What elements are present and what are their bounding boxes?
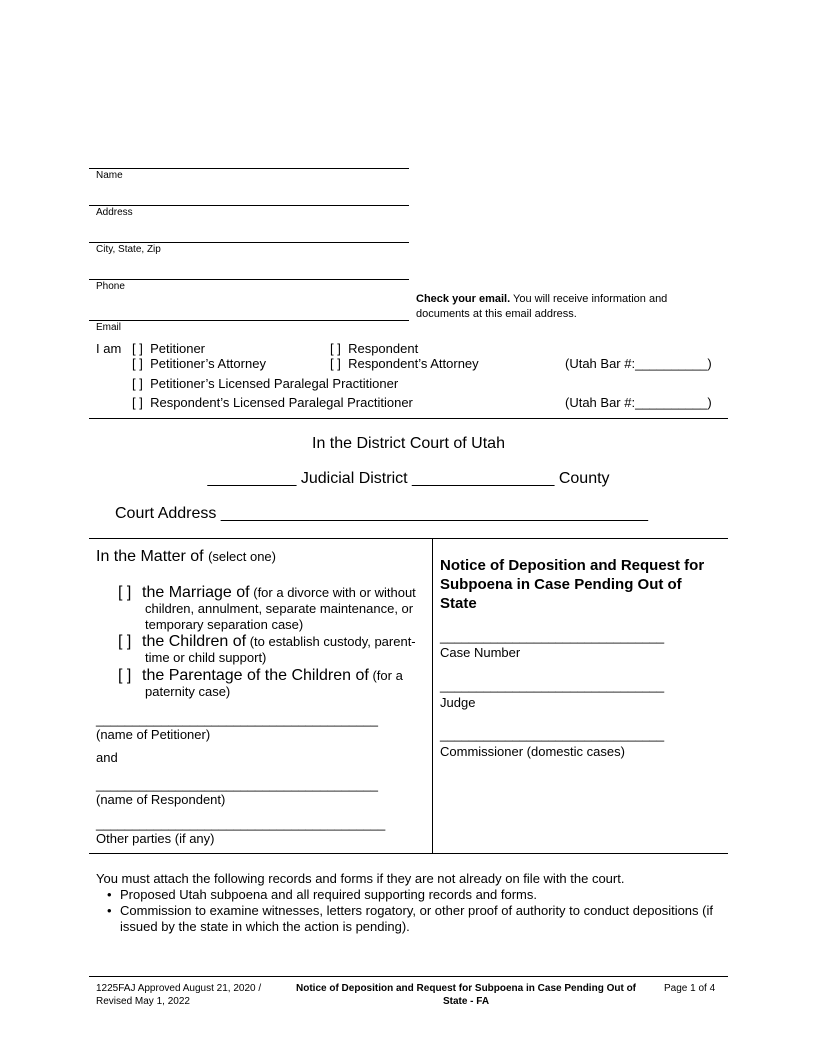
district-county-line[interactable]: __________ Judicial District ________________ County xyxy=(207,470,610,487)
checkbox-petitioner[interactable] xyxy=(132,341,205,357)
commissioner-line[interactable]: _______________________________ xyxy=(440,727,665,742)
marriage-label: the Marriage of xyxy=(142,584,250,601)
utah-bar-number-2[interactable]: (Utah Bar #:__________) xyxy=(565,395,712,410)
other-parties-label: Other parties (if any) xyxy=(96,831,215,846)
parentage-label: the Parentage of the Children of xyxy=(142,667,369,684)
city-state-zip-line[interactable] xyxy=(89,242,409,243)
respondent-label: Respondent xyxy=(348,341,419,356)
phone-label: Phone xyxy=(96,281,125,292)
attachments-list xyxy=(96,887,726,935)
checkbox-box[interactable]: [ ] xyxy=(132,341,143,356)
footer-form-id: 1225FAJ Approved August 21, 2020 / Revised May 1, 2022 xyxy=(96,983,262,1007)
phone-line[interactable] xyxy=(89,279,409,280)
checkbox-box[interactable]: [ ] xyxy=(330,341,341,356)
email-notice-text: You will receive information and documents at this email address. xyxy=(416,293,668,320)
caption-vertical-divider xyxy=(432,538,433,854)
iam-label: I am xyxy=(96,341,122,356)
case-number-line[interactable]: _______________________________ xyxy=(440,629,665,644)
divider xyxy=(89,418,728,419)
judge-line[interactable]: _______________________________ xyxy=(440,678,665,693)
caption-bottom-border xyxy=(89,853,728,854)
checkbox-petitioner-attorney[interactable] xyxy=(132,356,266,372)
name-line[interactable] xyxy=(89,168,409,169)
other-parties-line[interactable]: ________________________________________ xyxy=(96,816,386,831)
court-address-line[interactable]: ________________________________________________ xyxy=(220,505,648,522)
address-line[interactable] xyxy=(89,205,409,206)
petitioner-name-label: (name of Petitioner) xyxy=(96,727,211,742)
marriage-note-a: (for a divorce with or without xyxy=(253,585,416,600)
email-notice xyxy=(416,292,716,322)
matter-heading xyxy=(96,548,276,566)
list-item: • Commission to examine witnesses, letters rogatory, or other proof of authority to conduct depositions (if issued by the state in which the action is pending). xyxy=(96,903,726,935)
respondent-name-label: (name of Respondent) xyxy=(96,792,226,807)
matter-heading-note: (select one) xyxy=(208,549,276,564)
petitioner-name-line[interactable]: _______________________________________ xyxy=(96,712,378,727)
petitioner-label: Petitioner xyxy=(150,341,205,356)
children-label: the Children of xyxy=(142,633,247,650)
respondent-name-line[interactable]: _______________________________________ xyxy=(96,777,378,792)
email-line[interactable] xyxy=(89,320,409,321)
checkbox-respondent-paralegal[interactable] xyxy=(132,395,413,411)
and-label: and xyxy=(96,750,118,765)
petitioner-attorney-label: Petitioner’s Attorney xyxy=(150,356,266,371)
email-label: Email xyxy=(96,322,122,333)
court-address xyxy=(115,505,648,523)
checkbox-respondent[interactable] xyxy=(330,341,418,357)
matter-option-parentage[interactable] xyxy=(118,668,423,700)
matter-option-marriage[interactable] xyxy=(118,585,423,633)
respondent-attorney-label: Respondent’s Attorney xyxy=(348,356,479,371)
checkbox-box[interactable]: [ ] xyxy=(118,633,132,650)
case-number-label: Case Number xyxy=(440,645,521,660)
commissioner-label: Commissioner (domestic cases) xyxy=(440,744,625,759)
marriage-note-b: children, annulment, separate maintenance, or temporary separation case) xyxy=(145,601,414,632)
checkbox-respondent-attorney[interactable] xyxy=(330,356,479,372)
checkbox-box[interactable]: [ ] xyxy=(118,584,132,601)
checkbox-box[interactable]: [ ] xyxy=(132,356,143,371)
footer-page-number: Page 1 of 4 xyxy=(664,983,716,994)
city-state-zip-label: City, State, Zip xyxy=(96,244,161,255)
matter-option-children[interactable] xyxy=(118,634,423,666)
respondent-paralegal-label: Respondent’s Licensed Paralegal Practitioner xyxy=(150,395,413,410)
attachments-intro: You must attach the following records and forms if they are not already on file with the court. xyxy=(96,871,625,886)
checkbox-box[interactable]: [ ] xyxy=(132,376,143,391)
checkbox-petitioner-paralegal[interactable] xyxy=(132,376,398,392)
parentage-note-a: (for a xyxy=(372,668,403,683)
address-label: Address xyxy=(96,207,133,218)
document-title: Notice of Deposition and Request for Subpoena in Case Pending Out of State xyxy=(440,557,705,612)
court-address-label: Court Address xyxy=(115,505,217,522)
footer-title: Notice of Deposition and Request for Subpoena in Case Pending Out of State - FA xyxy=(296,983,637,1007)
checkbox-box[interactable]: [ ] xyxy=(330,356,341,371)
footer-divider xyxy=(89,976,728,977)
petitioner-paralegal-label: Petitioner’s Licensed Paralegal Practitioner xyxy=(150,376,399,391)
checkbox-box[interactable]: [ ] xyxy=(118,667,132,684)
parentage-note-b: paternity case) xyxy=(145,684,231,699)
name-label: Name xyxy=(96,170,123,181)
list-item: • Proposed Utah subpoena and all required supporting records and forms. xyxy=(96,887,726,903)
children-note-a: (to establish custody, parent- xyxy=(249,634,416,649)
matter-heading-text: In the Matter of xyxy=(96,548,204,565)
utah-bar-number-1[interactable]: (Utah Bar #:__________) xyxy=(565,356,712,371)
checkbox-box[interactable]: [ ] xyxy=(132,395,143,410)
children-note-b: time or child support) xyxy=(145,650,267,665)
caption-top-border xyxy=(89,538,728,539)
judge-label: Judge xyxy=(440,695,476,710)
email-notice-bold: Check your email. xyxy=(416,293,511,305)
court-title: In the District Court of Utah xyxy=(312,435,505,452)
